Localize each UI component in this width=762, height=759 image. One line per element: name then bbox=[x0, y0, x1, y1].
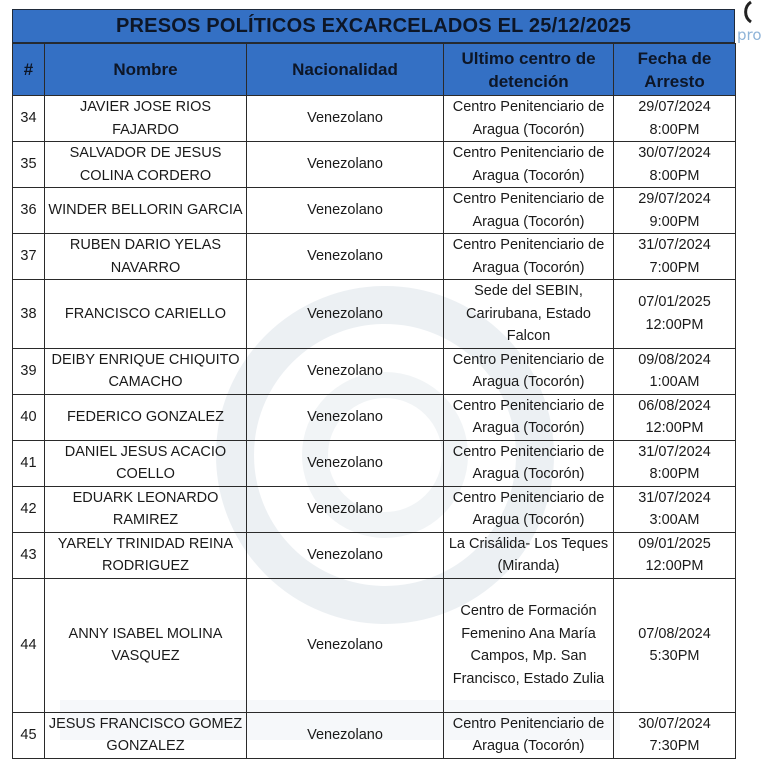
row-nationality: Venezolano bbox=[247, 486, 444, 532]
row-nationality: Venezolano bbox=[247, 532, 444, 578]
table-row bbox=[13, 578, 736, 712]
table-body bbox=[13, 96, 736, 759]
row-arrest-date: 09/01/2025 12:00PM bbox=[614, 532, 736, 578]
row-name: WINDER BELLORIN GARCIA bbox=[45, 188, 247, 234]
row-arrest-date: 07/08/2024 5:30PM bbox=[614, 578, 736, 712]
row-detention-center: Centro Penitenciario de Aragua (Tocorón) bbox=[444, 348, 614, 394]
row-number: 38 bbox=[13, 280, 45, 349]
header-nationality: Nacionalidad bbox=[247, 44, 444, 96]
row-detention-center: Sede del SEBIN, Carirubana, Estado Falcon bbox=[444, 280, 614, 349]
row-number: 40 bbox=[13, 394, 45, 440]
row-detention-center: Centro Penitenciario de Aragua (Tocorón) bbox=[444, 712, 614, 758]
row-arrest-date: 31/07/2024 3:00AM bbox=[614, 486, 736, 532]
table-row bbox=[13, 188, 736, 234]
row-detention-center: Centro Penitenciario de Aragua (Tocorón) bbox=[444, 234, 614, 280]
table-row bbox=[13, 712, 736, 758]
row-arrest-date: 07/01/2025 12:00PM bbox=[614, 280, 736, 349]
table-row bbox=[13, 142, 736, 188]
row-number: 41 bbox=[13, 440, 45, 486]
row-nationality: Venezolano bbox=[247, 142, 444, 188]
table-row bbox=[13, 440, 736, 486]
row-arrest-date: 29/07/2024 8:00PM bbox=[614, 96, 736, 142]
table-row bbox=[13, 348, 736, 394]
row-number: 45 bbox=[13, 712, 45, 758]
row-name: ANNY ISABEL MOLINA VASQUEZ bbox=[45, 578, 247, 712]
row-nationality: Venezolano bbox=[247, 280, 444, 349]
row-arrest-date: 31/07/2024 7:00PM bbox=[614, 234, 736, 280]
header-detention-center: Ultimo centro de detención bbox=[444, 44, 614, 96]
row-number: 42 bbox=[13, 486, 45, 532]
table-row bbox=[13, 280, 736, 349]
row-arrest-date: 09/08/2024 1:00AM bbox=[614, 348, 736, 394]
row-detention-center: Centro de Formación Femenino Ana María Campos, Mp. San Francisco, Estado Zulia bbox=[444, 578, 614, 712]
row-name: FEDERICO GONZALEZ bbox=[45, 394, 247, 440]
row-detention-center: Centro Penitenciario de Aragua (Tocorón) bbox=[444, 188, 614, 234]
row-number: 36 bbox=[13, 188, 45, 234]
row-detention-center: La Crisálida- Los Teques (Miranda) bbox=[444, 532, 614, 578]
row-nationality: Venezolano bbox=[247, 712, 444, 758]
table-header bbox=[13, 44, 736, 96]
row-nationality: Venezolano bbox=[247, 234, 444, 280]
row-name: YARELY TRINIDAD REINA RODRIGUEZ bbox=[45, 532, 247, 578]
table-row bbox=[13, 532, 736, 578]
row-name: DEIBY ENRIQUE CHIQUITO CAMACHO bbox=[45, 348, 247, 394]
table-row bbox=[13, 486, 736, 532]
row-detention-center: Centro Penitenciario de Aragua (Tocorón) bbox=[444, 440, 614, 486]
prisoners-table bbox=[12, 43, 736, 759]
row-arrest-date: 29/07/2024 9:00PM bbox=[614, 188, 736, 234]
row-number: 43 bbox=[13, 532, 45, 578]
corner-logo-text: pro bbox=[737, 26, 762, 44]
row-name: JAVIER JOSE RIOS FAJARDO bbox=[45, 96, 247, 142]
row-number: 37 bbox=[13, 234, 45, 280]
row-number: 34 bbox=[13, 96, 45, 142]
row-name: RUBEN DARIO YELAS NAVARRO bbox=[45, 234, 247, 280]
row-nationality: Venezolano bbox=[247, 188, 444, 234]
row-detention-center: Centro Penitenciario de Aragua (Tocorón) bbox=[444, 96, 614, 142]
row-number: 44 bbox=[13, 578, 45, 712]
row-detention-center: Centro Penitenciario de Aragua (Tocorón) bbox=[444, 142, 614, 188]
row-arrest-date: 30/07/2024 8:00PM bbox=[614, 142, 736, 188]
row-name: EDUARK LEONARDO RAMIREZ bbox=[45, 486, 247, 532]
row-arrest-date: 31/07/2024 8:00PM bbox=[614, 440, 736, 486]
row-nationality: Venezolano bbox=[247, 578, 444, 712]
header-number: # bbox=[13, 44, 45, 96]
table-row bbox=[13, 96, 736, 142]
table-row bbox=[13, 234, 736, 280]
row-name: DANIEL JESUS ACACIO COELLO bbox=[45, 440, 247, 486]
row-arrest-date: 06/08/2024 12:00PM bbox=[614, 394, 736, 440]
row-detention-center: Centro Penitenciario de Aragua (Tocorón) bbox=[444, 394, 614, 440]
row-nationality: Venezolano bbox=[247, 440, 444, 486]
page-title: PRESOS POLÍTICOS EXCARCELADOS EL 25/12/2025 bbox=[12, 9, 735, 43]
row-number: 39 bbox=[13, 348, 45, 394]
header-arrest-date: Fecha de Arresto bbox=[614, 44, 736, 96]
row-nationality: Venezolano bbox=[247, 394, 444, 440]
row-nationality: Venezolano bbox=[247, 348, 444, 394]
row-name: JESUS FRANCISCO GOMEZ GONZALEZ bbox=[45, 712, 247, 758]
row-name: SALVADOR DE JESUS COLINA CORDERO bbox=[45, 142, 247, 188]
row-detention-center: Centro Penitenciario de Aragua (Tocorón) bbox=[444, 486, 614, 532]
row-name: FRANCISCO CARIELLO bbox=[45, 280, 247, 349]
row-nationality: Venezolano bbox=[247, 96, 444, 142]
row-arrest-date: 30/07/2024 7:30PM bbox=[614, 712, 736, 758]
header-name: Nombre bbox=[45, 44, 247, 96]
table-row bbox=[13, 394, 736, 440]
row-number: 35 bbox=[13, 142, 45, 188]
